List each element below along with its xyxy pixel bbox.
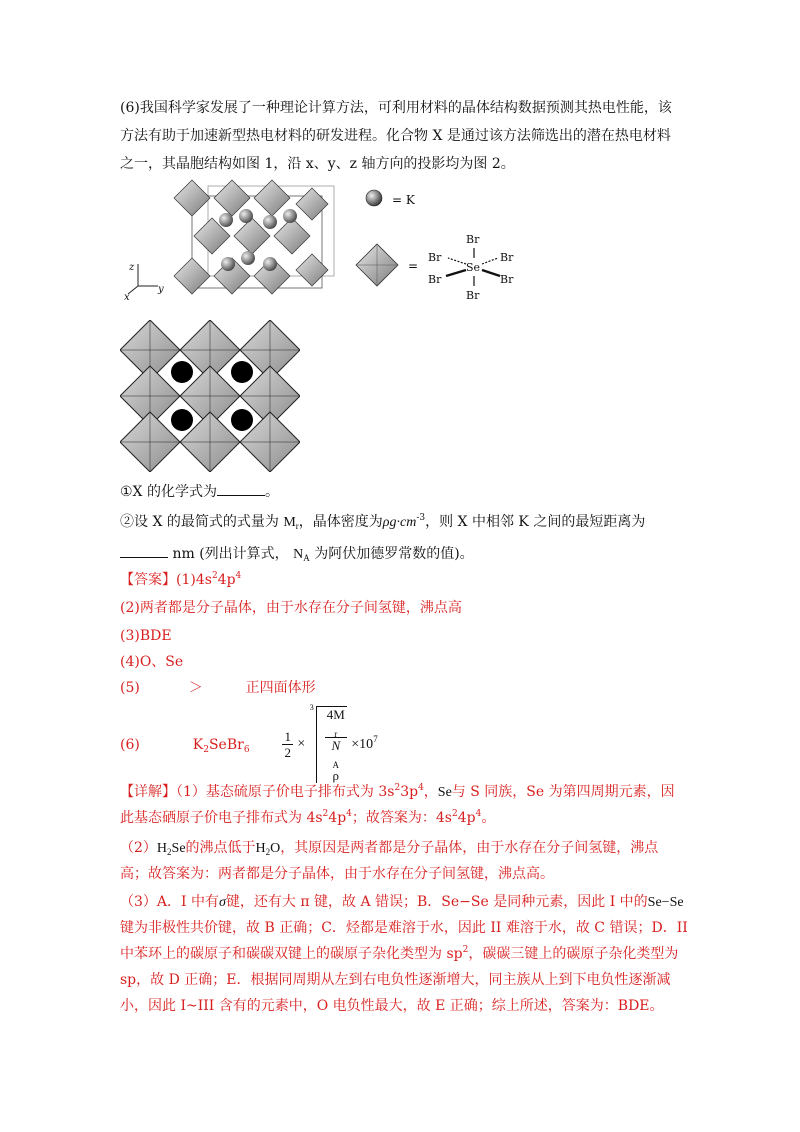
question-2-cont: nm (列出计算式， $N_A$ 为阿伏加德罗常数的值)。: [120, 544, 474, 565]
axis-y-label: y: [158, 284, 164, 295]
legend-k-label: = K: [392, 193, 415, 207]
axis-x-label: x: [124, 292, 130, 303]
br-lower-right: Br: [500, 273, 514, 286]
projection-figure: [120, 320, 300, 472]
explain-line-3: $(2)H_2Se$的沸点低于$H_2O$，其原因是两者都是分子晶体，由于水存在分子间氢键，沸点: [120, 840, 659, 857]
se-center: Se: [466, 261, 481, 274]
k-ball-icon: [364, 188, 384, 208]
question-1: ①X 的化学式为 。: [120, 484, 279, 500]
legend-equals: =: [408, 259, 419, 273]
explain-line-1: 【详解】（1）基态硫原子价电子排布式为 $3s^23p^4$，Se与 S 同族，Se 为第四周期元素，因: [120, 783, 675, 800]
explain-line-9: 小，因此 I~III 含有的元素中，O 电负性最大，故 E 正确；综上所述，答案为：BDE。: [120, 998, 664, 1014]
question-line-2: 方法有助于加速新型热电材料的研发进程。化合物 X 是通过该方法筛选出的潜在热电材料: [120, 128, 671, 144]
answer-line-3: (3)BDE: [120, 628, 172, 644]
br-top: Br: [466, 233, 480, 246]
answer-blank: [217, 483, 265, 496]
octahedron-icon: [354, 242, 400, 288]
answer-line-2: (2)两者都是分子晶体，由于水存在分子间氢键，沸点高: [120, 600, 462, 616]
crystal-structure-figure: [120, 178, 340, 308]
br-upper-left: Br: [428, 251, 442, 264]
answer-line-5: (5) ＞ 正四面体形: [120, 680, 316, 696]
axis-z-label: z: [129, 262, 135, 273]
br-bottom: Br: [466, 289, 480, 302]
explain-line-7: 中苯环上的碳原子和碳碳双键上的碳原子杂化类型为 $sp^2$，碳碳三键上的碳原子杂化类型为: [120, 945, 679, 962]
explain-line-4: 高；故答案为：两者都是分子晶体，由于水存在分子间氢键，沸点高。: [120, 866, 554, 882]
explain-line-6: 键为非极性共价键，故 B 正确；C．烃都是难溶于水，因此 II 难溶于水，故 C 错误；D．II: [120, 920, 688, 936]
explain-line-5: （3）A．I 中有σ键，还有大 π 键，故 A 错误；B．Se−Se 是同种元素，因此 I 中的Se−Se: [120, 894, 684, 910]
br-lower-left: Br: [428, 273, 442, 286]
answer-line-6: (6) $K_2SeBr_6$ $\frac{1}{2}$ × 3 4M $_r$ N $_A$ ρ $\times 10^7$: [120, 703, 378, 783]
answer-blank: [120, 545, 168, 558]
question-line-3: 之一，其晶胞结构如图 1，沿 x、y、z 轴方向的投影均为图 2。: [120, 156, 515, 172]
answer-line-1: 【答案】$(1)4s^24p^4$: [120, 571, 242, 588]
question-line-1: (6)我国科学家发展了一种理论计算方法，可利用材料的晶体结构数据预测其热电性能，该: [120, 100, 672, 116]
br-upper-right: Br: [500, 251, 514, 264]
explain-line-2: 此基态硒原子价电子排布式为 $4s^24p^4$；故答案为：$4s^24p^4$。: [120, 809, 496, 826]
fraction-half: $\frac{1}{2}$: [284, 729, 291, 760]
explain-line-8: sp，故 D 正确；E．根据同周期从左到右电负性逐渐增大，同主族从上到下电负性逐渐减: [120, 972, 671, 988]
answer-line-4: (4)O、Se: [120, 654, 184, 670]
question-2: ②设 X 的最简式的式量为 $M_r$，晶体密度为$\rho g\cdot cm^{-3}$，则 X 中相邻 K 之间的最短距离为: [120, 513, 646, 531]
cube-root-expression: 3 4M $_r$ N $_A$ ρ: [309, 703, 345, 783]
